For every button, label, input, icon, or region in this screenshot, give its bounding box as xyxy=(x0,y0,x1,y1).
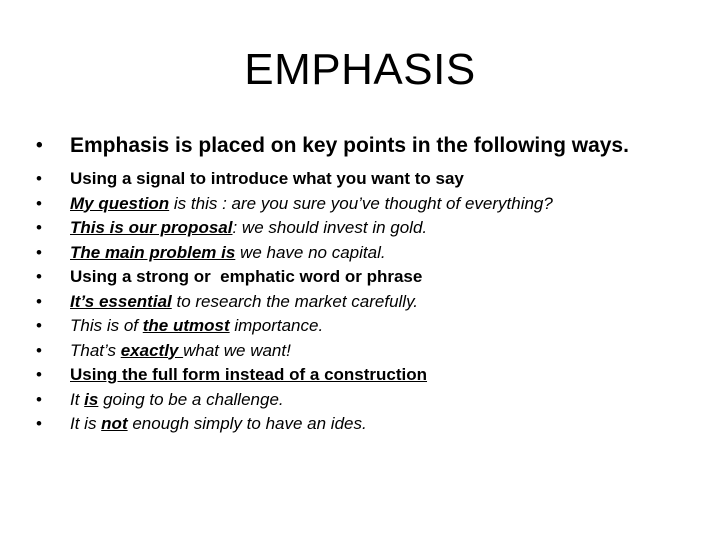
bullet-text: we have no capital. xyxy=(235,242,386,262)
bullet-dot-icon: • xyxy=(36,242,42,262)
emphasis-phrase: It’s essential xyxy=(70,291,172,311)
bullet-dot-icon: • xyxy=(36,169,42,188)
bullet-text: Emphasis is placed on key points in the following ways. xyxy=(70,134,629,157)
bullet-item xyxy=(36,218,676,238)
bullet-list xyxy=(36,134,676,439)
bullet-dot-icon: • xyxy=(36,218,42,237)
bullet-dot-icon: • xyxy=(36,316,42,335)
emphasis-phrase: not xyxy=(101,414,128,433)
bullet-text: It is xyxy=(70,414,102,433)
emphasis-phrase: the utmost xyxy=(142,316,230,335)
bullet-text: : we should invest in gold. xyxy=(232,218,428,237)
bullet-item xyxy=(36,292,676,312)
bullet-dot-icon: • xyxy=(36,365,42,384)
emphasis-phrase: My question xyxy=(70,193,170,213)
bullet-item xyxy=(36,414,676,434)
bullet-text: This is of xyxy=(70,316,143,335)
bullet-item xyxy=(36,316,676,336)
bullet-text: That’s xyxy=(70,340,121,360)
bullet-dot-icon: • xyxy=(36,340,42,360)
bullet-text: going to be a challenge. xyxy=(98,389,284,409)
bullet-text: It xyxy=(70,389,85,409)
emphasis-phrase: The main problem is xyxy=(70,242,236,262)
bullet-item xyxy=(36,169,676,189)
emphasis-phrase: exactly xyxy=(120,340,184,360)
bullet-dot-icon: • xyxy=(36,267,42,286)
bullet-item xyxy=(36,194,676,214)
emphasis-heading: Using the full form instead of a construction xyxy=(70,365,428,384)
slide-title: EMPHASIS xyxy=(244,45,476,94)
bullet-text: Using a strong or emphatic word or phrase xyxy=(70,267,423,286)
bullet-dot-icon: • xyxy=(36,389,42,409)
bullet-item xyxy=(36,390,676,410)
bullet-text: is this : are you sure you’ve thought of everything? xyxy=(169,193,553,213)
bullet-text: importance. xyxy=(229,316,324,335)
bullet-text: Using a signal to introduce what you want to say xyxy=(70,169,464,188)
bullet-dot-icon: • xyxy=(36,414,42,433)
bullet-item xyxy=(36,365,676,385)
bullet-dot-icon: • xyxy=(36,135,43,156)
bullet-item xyxy=(36,243,676,263)
bullet-item xyxy=(36,267,676,287)
bullet-text: enough simply to have an ides. xyxy=(127,414,367,433)
bullet-text: to research the market carefully. xyxy=(171,291,419,311)
emphasis-phrase: is xyxy=(84,389,99,409)
bullet-dot-icon: • xyxy=(36,193,42,213)
bullet-item xyxy=(36,341,676,361)
bullet-item xyxy=(36,134,676,157)
bullet-text: what we want! xyxy=(183,340,291,360)
bullet-dot-icon: • xyxy=(36,291,42,311)
emphasis-phrase: This is our proposal xyxy=(70,218,233,237)
